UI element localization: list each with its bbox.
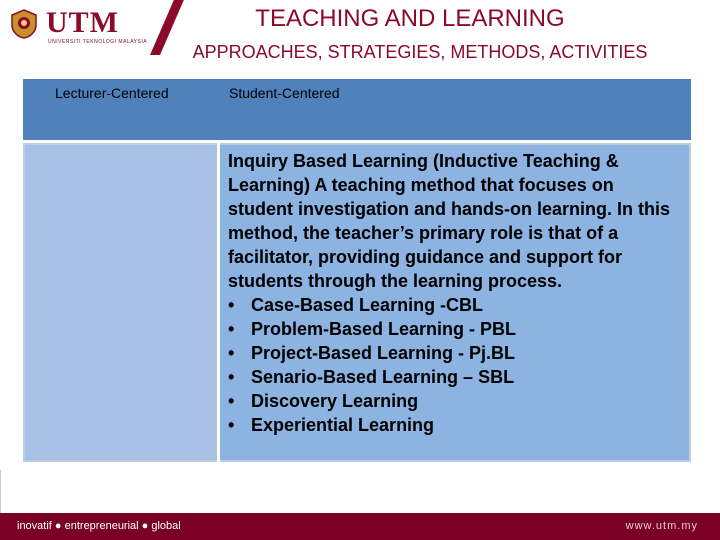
logo-subtext: UNIVERSITI TEKNOLOGI MALAYSIA [48, 39, 148, 45]
bullet-icon: • [228, 391, 235, 411]
list-item-label: Problem-Based Learning - PBL [251, 319, 517, 339]
table-body-row [23, 143, 691, 462]
table-header-row [23, 79, 691, 140]
lecturer-centered-cell [25, 145, 217, 460]
list-item [228, 293, 683, 317]
list-item-label: Project-Based Learning - Pj.BL [251, 343, 516, 363]
bullet-icon: • [228, 319, 235, 339]
page-subtitle: APPROACHES, STRATEGIES, METHODS, ACTIVITIES [192, 42, 648, 62]
footer-url[interactable]: www.utm.my [625, 520, 698, 532]
bullet-icon: • [228, 367, 235, 387]
list-item [228, 365, 683, 389]
list-item-label: Experiential Learning [251, 415, 435, 435]
header-lecturer-centered: Lecturer-Centered [55, 85, 169, 101]
utm-emblem-icon [10, 9, 38, 39]
list-item-label: Discovery Learning [251, 391, 419, 411]
bullet-icon: • [228, 343, 235, 363]
list-item [228, 389, 683, 413]
student-centered-cell [220, 145, 689, 460]
inquiry-paragraph: Inquiry Based Learning (Inductive Teaching & Learning) A teaching method that focuses on student investigation and hands-on learning. In this method, the teacher’s primary role is that of a facilitator, providing guidance and support for students through the learning process. [228, 151, 671, 291]
list-item-label: Senario-Based Learning – SBL [251, 367, 515, 387]
footer-tagline: inovatif ● entrepreneurial ● global [17, 520, 181, 532]
footer-bar [0, 513, 720, 540]
list-item [228, 317, 683, 341]
list-item-label: Case-Based Learning -CBL [251, 295, 484, 315]
logo-wordmark: UTM [46, 6, 119, 39]
list-item [228, 413, 683, 437]
list-item [228, 341, 683, 365]
page-title: TEACHING AND LEARNING [255, 5, 565, 32]
header [0, 0, 720, 75]
cell-content [228, 149, 683, 437]
header-student-centered: Student-Centered [229, 85, 340, 101]
approaches-table [23, 79, 691, 462]
method-list [228, 293, 683, 437]
side-decoration [0, 470, 3, 513]
bullet-icon: • [228, 415, 235, 435]
bullet-icon: • [228, 295, 235, 315]
